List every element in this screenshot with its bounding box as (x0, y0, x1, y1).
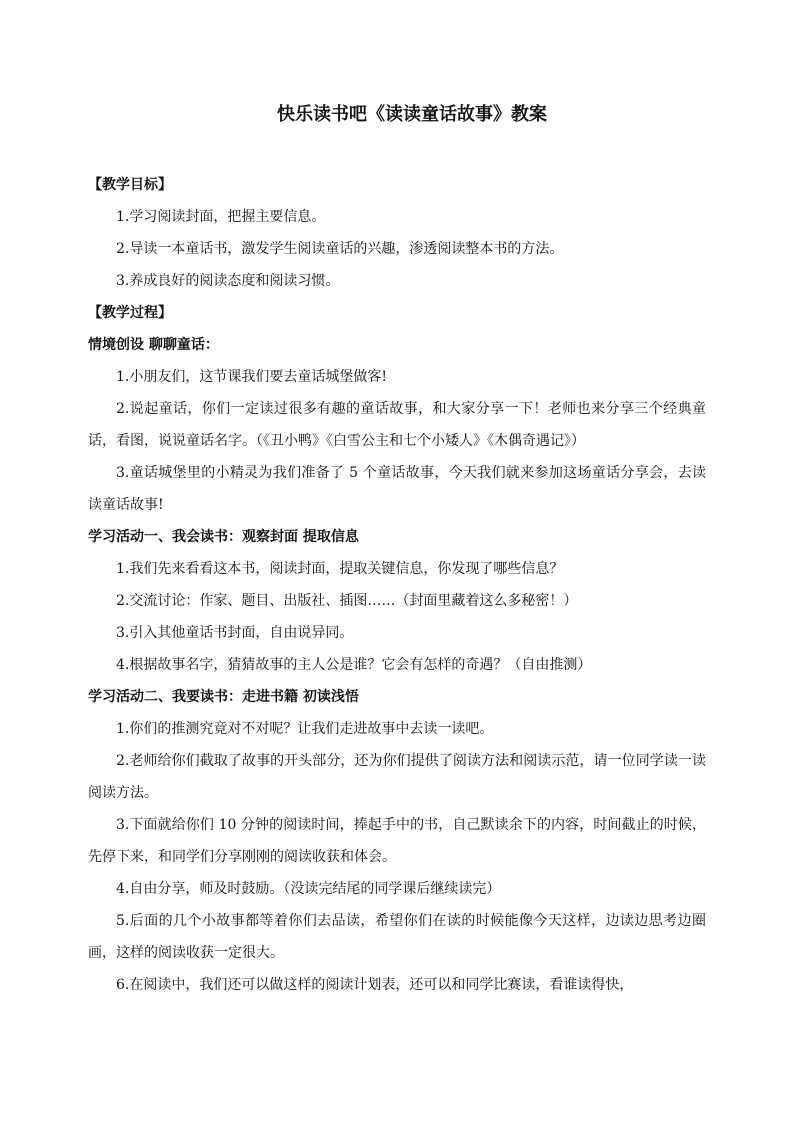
paragraph: 4.自由分享，师及时鼓励。（没读完结尾的同学课后继续读完） (116, 881, 501, 897)
paragraph: 2.交流讨论：作家、题目、出版社、插图……（封面里藏着这么多秘密！） (116, 593, 578, 609)
paragraph: 2.说起童话，你们一定读过很多有趣的童话故事，和大家分享一下！老师也来分享三个经典童话，看图，说说童话名字。（《丑小鸭》《白雪公主和七个小矮人》《木偶奇遇记》） (88, 401, 706, 449)
paragraph: 4.根据故事名字，猜猜故事的主人公是谁？它会有怎样的奇遇？（自由推测） (116, 657, 592, 673)
paragraph: 1.我们先来看看这本书，阅读封面，提取关键信息，你发现了哪些信息？ (116, 561, 564, 577)
paragraph: 3.童话城堡里的小精灵为我们准备了 5 个童话故事，今天我们就来参加这场童话分享会，去读读童话故事! (88, 465, 706, 513)
process-heading: 【教学过程】 (88, 305, 172, 321)
document-body (88, 169, 706, 1001)
goal-item: 3.养成良好的阅读态度和阅读习惯。 (116, 273, 340, 289)
paragraph: 1.小朋友们，这节课我们要去童话城堡做客! (116, 369, 387, 385)
page-title: 快乐读书吧《读读童话故事》教案 (277, 104, 547, 125)
paragraph: 3.下面就给你们 10 分钟的阅读时间，捧起手中的书，自己默读余下的内容，时间截止的时候，先停下来，和同学们分享刚刚的阅读收获和体会。 (88, 817, 706, 865)
paragraph: 2.老师给你们截取了故事的开头部分，还为你们提供了阅读方法和阅读示范，请一位同学读一读阅读方法。 (88, 753, 706, 801)
paragraph: 1.你们的推测究竟对不对呢？让我们走进故事中去读一读吧。 (116, 721, 494, 737)
section-heading-activity-two: 学习活动二、我要读书：走进书籍 初读浅悟 (88, 689, 359, 705)
paragraph: 3.引入其他童话书封面，自由说异同。 (116, 625, 354, 641)
goals-heading: 【教学目标】 (88, 177, 172, 193)
section-heading-context: 情境创设 聊聊童话： (88, 337, 219, 353)
section-heading-activity-one: 学习活动一、我会读书：观察封面 提取信息 (88, 529, 359, 545)
goal-item: 2.导读一本童话书，激发学生阅读童话的兴趣，渗透阅读整本书的方法。 (116, 241, 564, 257)
paragraph: 5.后面的几个小故事都等着你们去品读，希望你们在读的时候能像今天这样，边读边思考边圈画，这样的阅读收获一定很大。 (88, 913, 706, 961)
goal-item: 1.学习阅读封面，把握主要信息。 (116, 209, 326, 225)
paragraph: 6.在阅读中，我们还可以做这样的阅读计划表，还可以和同学比赛读，看谁读得快， (116, 977, 634, 993)
